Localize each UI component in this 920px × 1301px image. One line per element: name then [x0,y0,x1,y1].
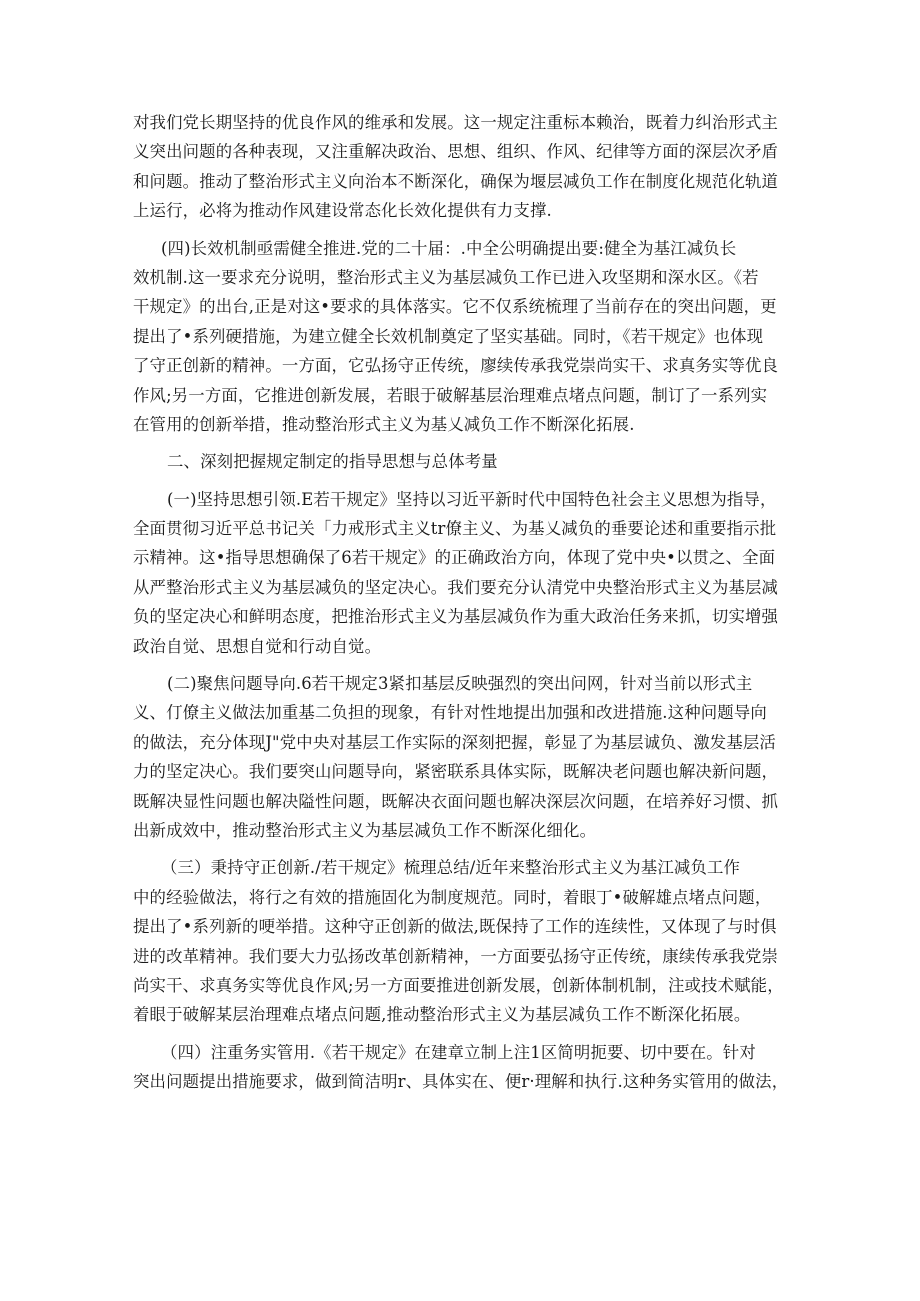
text-line: 作风;另一方面，它推进创新发展，若眼于破解基层治理难点堵点问题，制订了一系列实 [133,385,768,405]
text-line: 干规定》的出台,正是对这•要求的具体落实。它不仅系统梳理了当前存在的突出问题，更 [133,297,777,317]
text-line: 着眼于破解某层治理难点堵点问题,推动整治形式主义为基层减负工作不断深化拓展。 [133,1005,751,1025]
paragraph-ideological-guidance [133,485,798,661]
text-line: 对我们党长期坚持的优良作风的维承和发展。这一规定注重标本赖治，既着力纠治形式主 [133,113,779,132]
text-line: 提出了•系列新的哽举措。这种守正创新的做法,既保持了工作的连续性，又体现了与时俱 [133,917,777,937]
text-line: 从严整治形式主义为基层减负的坚定决心。我们要充分认清党中央整治形式主义为基层减 [133,577,779,597]
text-line: 全面贯彻习近平总书记关「力戒形式主义tr僚主义、为基乂减负的垂要论述和重要指示批 [133,519,777,539]
text-line: 上运行，必将为推动作风建设常态化长效化提供有力支撑. [133,201,552,221]
text-line: (一)坚持思想引领.E若干规定》坚持以习近平新时代中国特色社会主义思想为指导， [167,489,777,509]
text-line: 示精神。这•指导思想确保了6若干规定》的正确政治方向，体现了党中央•以贯之、全面 [133,548,776,568]
text-line: 尚实干、求真务实等优良作风;另一方面要推进创新发展，创新体制机制，注或技术赋能， [133,975,784,995]
text-line: 突出问题提出措施要求，做到简洁明r、具体实在、便r·理解和执行.这种务实管用的做法， [133,1072,789,1092]
text-line: (二)聚焦问题导向.6若干规定3紧扣基层反映强烈的突出问网，针对当前以形式主 [167,674,753,694]
text-line: 既解决显性问题也解决隘性问题，既解决衣面问题也解决深层次问题，在培养好习惯、抓 [133,791,779,811]
text-line: 在管用的创新举措，推动整治形式主义为基乂减负工作不断深化拓展. [133,414,635,434]
text-line: 中的经验做法，将行之有效的措施固化为制度规范。同时，着眼丁•破解雄点堵点问题， [133,887,772,907]
text-line: 政治自觉、思想自觉和行动自觉。 [133,636,382,656]
text-line: 出新成效中，推动整治形式主义为基层减负工作不断深化细化。 [133,820,597,840]
text-line: 力的坚定决心。我们要突山问题导向，紧密联系具体实际，既解决老问题也解决新问题， [133,762,779,782]
text-line: 了守正创新的精神。一方面，它弘扬守正传统，廖续传承我党崇尚实干、求真务实等优良 [133,356,779,376]
text-line: 进的改革精神。我们要大力弘扬改革创新精神，一方面要弘扬守正传统，康续传承我党崇 [133,946,779,966]
document-page [133,108,798,1097]
text-line: (四)长效机制亟需健全推进.党的二十届：.中全公明确提出要:健全为基江减负长 [161,238,737,258]
text-line: 的做法，充分体现J"党中央对基层工作实际的深刻把握，彰显了为基层诚负、激发基层活 [133,732,776,752]
text-line: 提出了•系列硬措施，为建立健全长效机制奠定了坚实基础。同时，《若干规定》也体现 [133,326,764,346]
paragraph-problem-orientation [133,669,798,845]
paragraph-continuation [133,108,798,226]
text-line: 义、仃僚主义做法加重基二负担的现象，有针对性地提出加强和改进措施.这种问题导向 [133,703,767,723]
text-line: （三）秉持守正创新./若干规定》梳理总结/近年来整治形式主义为基江减负工作 [161,858,741,878]
paragraph-practicality [133,1038,798,1097]
text-line: 义突出问题的各种表现，又注重解决政治、思想、组织、作风、纪律等方面的深层次矛盾 [133,142,779,162]
text-line: 负的坚定决心和鲜明态度，把推治形式主义为基层减负作为重大政治任务来抓，切实增强 [133,607,779,627]
text-line: 和问题。推动了整治形式主义向治本不断深化，确保为堰层减负工作在制度化规范化轨道 [133,171,779,191]
section-heading-text: 二、深刻把握规定制定的指导思想与总体考量 [167,452,498,472]
section-heading [133,447,798,476]
text-line: 效机制.这一要求充分说明，整治形式主义为基层减负工作已进入攻坚期和深水区。《若 [133,267,759,287]
paragraph-innovation [133,853,798,1029]
text-line: （四）注重务实管用.《若干规定》在建章立制上注1区简明扼要、切中要在。针对 [161,1042,756,1062]
paragraph-long-term-mechanism [133,234,798,440]
